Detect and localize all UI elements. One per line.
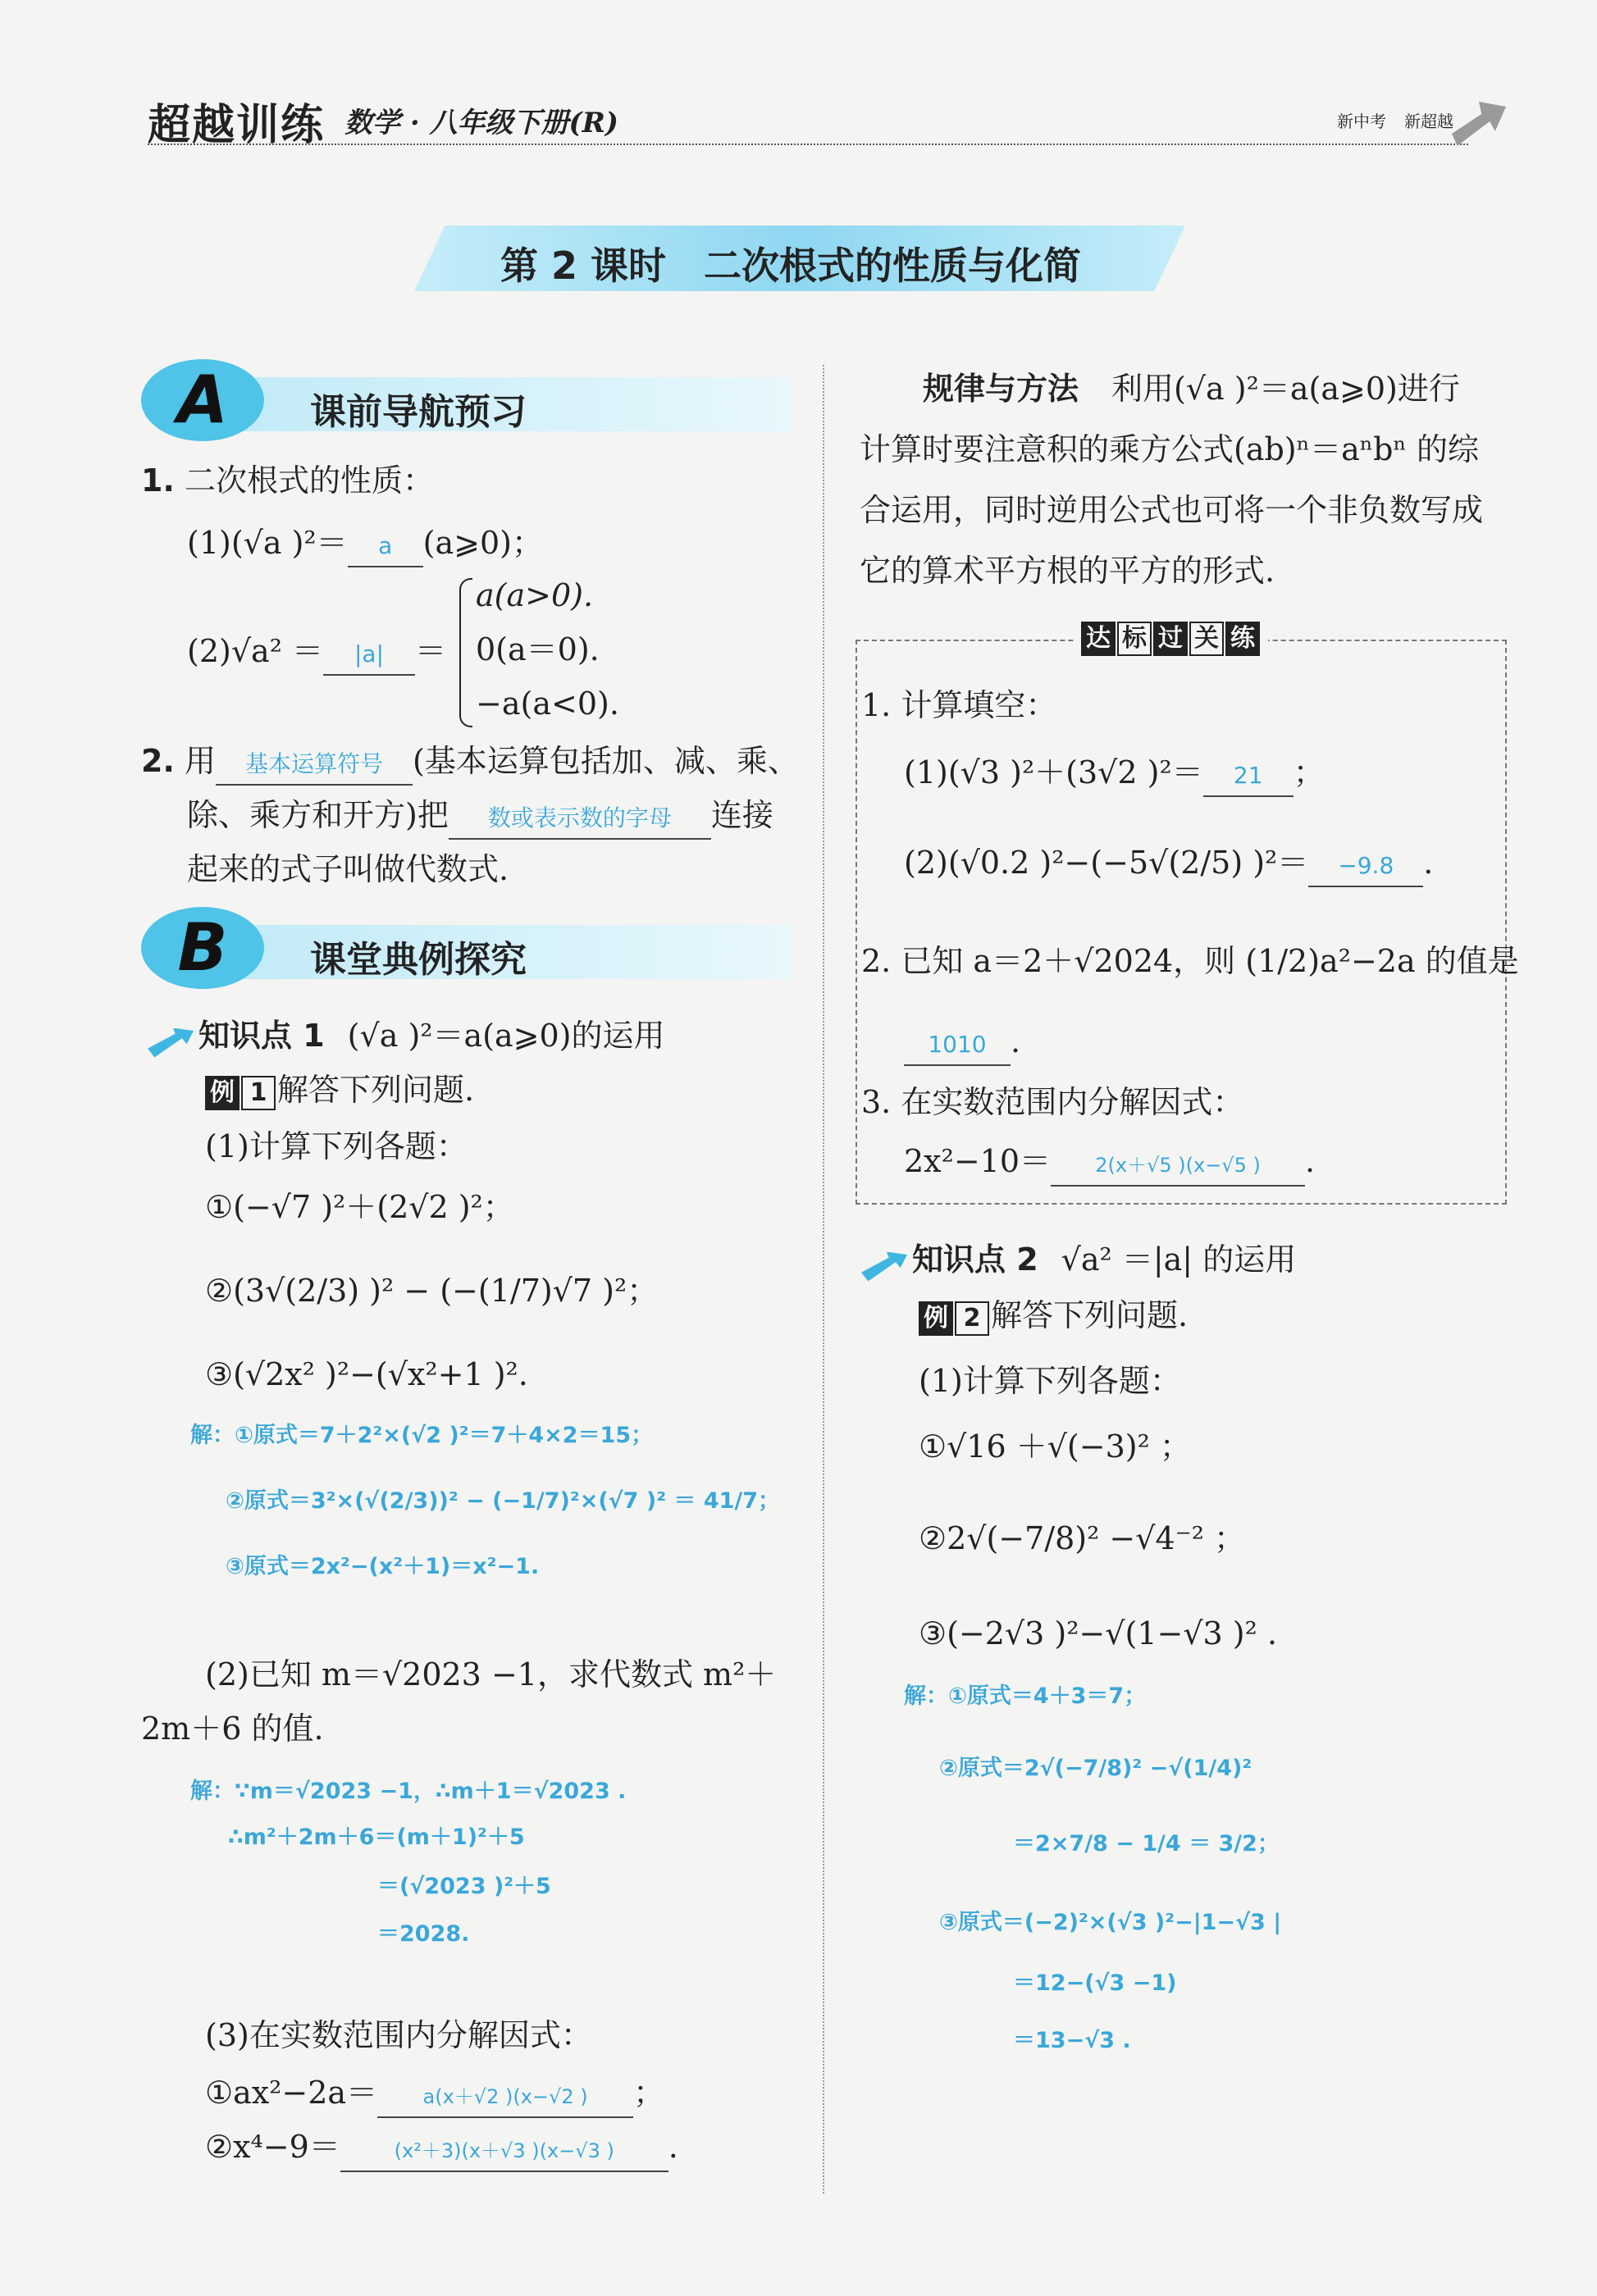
header-rule [148,144,1468,145]
ex1-q2-line2: 2m＋6 的值. [141,1711,324,1747]
practice-q1b: (2)(√0.2 )²−(−5√(2/5) )²＝ −9.8 . [904,843,1433,887]
case-zero: 0(a＝0). [476,631,600,667]
ex1-q3b-answer: (x²＋3)(x＋√3 )(x−√3 ) [340,2131,668,2172]
ex2-q1c: ③(−2√3 )²−√(1−√3 )² . [919,1615,1278,1651]
a2-line1: 2. 用 基本运算符号 (基本运算包括加、减、乘、 [141,741,799,786]
ex1-solution-4: 解：∵m＝√2023 −1，∴m＋1＝√2023 . [190,1779,627,1804]
ex1-q1a: ①(−√7 )²＋(2√2 )²； [205,1189,514,1225]
ex1-solution-3: ③原式＝2x²−(x²＋1)＝x²−1. [226,1554,540,1579]
ex1-q3a-answer: a(x＋√2 )(x−√2 ) [377,2077,633,2118]
ex2-solution-2: ②原式＝2√(−7/8)² −√(1/4)² [939,1756,1253,1781]
ex1-solution-1: 解：①原式＝7＋2²×(√2 )²＝7＋4×2＝15； [190,1423,654,1448]
section-b-title: 课堂典例探究 [310,939,527,981]
practice-q2-answer: 1010 [904,1025,1011,1066]
ex1-q3b: ②x⁴−9＝ (x²＋3)(x＋√3 )(x−√3 ) . [205,2127,678,2172]
ex1-q2-line1: (2)已知 m＝√2023 −1，求代数式 m²＋ [205,1656,777,1692]
example-1-heading: 例 1 解答下列问题. [205,1070,474,1110]
header-tag-1: 新中考 [1337,112,1386,131]
practice-q1b-answer: −9.8 [1308,846,1423,887]
ex1-q1: (1)计算下列各题： [205,1128,468,1164]
lesson-title: 第 2 课时 二次根式的性质与化简 [500,244,1082,288]
a2-answer-2: 数或表示数的字母 [449,799,711,840]
example-2-heading: 例 2 解答下列问题. [919,1296,1188,1336]
practice-q1a: (1)(√3 )²＋(3√2 )²＝ 21 ； [904,753,1325,797]
case-positive: a(a>0). [476,577,594,613]
section-a-badge: A [141,359,264,441]
knowledge-point-icon [861,1252,907,1282]
kp2-heading: 知识点 2 √a² ＝|a| 的运用 [861,1234,1296,1282]
header-tag-2: 新超越 [1404,112,1453,131]
column-divider [823,365,824,2194]
practice-q2-answer-line: 1010 . [904,1022,1020,1066]
practice-q3: 3. 在实数范围内分解因式： [861,1084,1244,1120]
kp1-heading: 知识点 1 (√a )²＝a(a⩾0)的运用 [148,1010,664,1058]
a2-line2: 除、乘方和开方)把 数或表示数的字母 连接 [187,795,773,840]
a1-answer-2: |a| [323,635,415,676]
a1-answer-1: a [348,526,423,567]
ex1-solution-5: ∴m²＋2m＋6＝(m＋1)²＋5 [228,1824,525,1850]
knowledge-point-icon [148,1028,194,1058]
practice-q3a: 2x²−10＝ 2(x＋√5 )(x−√5 ) . [904,1141,1315,1187]
ex1-solution-2: ②原式＝3²×(√(2/3))² − (−1/7)²×(√7 )² ＝ 41/7； [226,1488,781,1514]
ex2-q1: (1)计算下列各题： [919,1363,1181,1399]
method-line-4: 它的算术平方根的平方的形式. [860,553,1275,589]
piecewise-brace [459,578,472,727]
practice-q1a-answer: 21 [1203,756,1294,797]
a1-part2: (2)√a² ＝ |a| ＝ [187,631,446,676]
a2-line3: 起来的式子叫做代数式. [187,851,509,887]
ex2-solution-3: ＝2×7/8 − 1/4 ＝ 3/2； [1013,1831,1280,1856]
a1-question: 1. 二次根式的性质： [141,462,434,499]
series-title: 超越训练 [148,101,326,150]
arrow-icon [1452,97,1506,146]
section-b-badge: B [141,907,264,989]
method-line-2: 计算时要注意积的乘方公式(ab)ⁿ＝aⁿbⁿ 的综 [860,431,1480,467]
a2-answer-1: 基本运算符号 [216,745,413,786]
a1-part1: (1)(√a )²＝ a (a⩾0)； [187,523,543,567]
ex1-q1b: ②(3√(2/3) )² − (−(1/7)√7 )²； [205,1273,659,1309]
practice-q2: 2. 已知 a＝2＋√2024，则 (1/2)a²−2a 的值是 [861,943,1519,979]
ex2-solution-6: ＝13−√3 . [1013,2028,1131,2053]
practice-heading: 达 标 过 关 练 [1075,622,1268,656]
practice-q3a-answer: 2(x＋√5 )(x−√5 ) [1051,1146,1305,1187]
method-line-1: 规律与方法 利用(√a )²＝a(a⩾0)进行 [923,371,1460,407]
ex1-solution-7: ＝2028. [377,1921,470,1947]
method-line-3: 合运用，同时逆用公式也可将一个非负数写成 [860,492,1484,528]
ex1-q1c: ③(√2x² )²−(√x²+1 )². [205,1356,528,1392]
ex2-solution-1: 解：①原式＝4＋3＝7； [904,1683,1147,1709]
practice-q1: 1. 计算填空： [861,687,1057,723]
ex2-solution-5: ＝12−(√3 −1) [1013,1970,1177,1996]
section-a-title: 课前导航预习 [310,391,527,433]
ex2-q1b: ②2√(−7/8)² −√4⁻² ； [919,1520,1246,1556]
ex1-solution-6: ＝(√2023 )²＋5 [377,1874,551,1899]
ex2-solution-4: ③原式＝(−2)²×(√3 )²−|1−√3 | [939,1910,1282,1935]
ex2-q1a: ①√16 ＋√(−3)² ； [919,1428,1191,1465]
ex1-q3a: ①ax²−2a＝ a(x＋√2 )(x−√2 ) ； [205,2073,664,2118]
book-subtitle: 数学 · 八年级下册(R) [344,107,618,139]
ex1-q3: (3)在实数范围内分解因式： [205,2017,592,2053]
case-negative: −a(a<0). [476,686,619,722]
